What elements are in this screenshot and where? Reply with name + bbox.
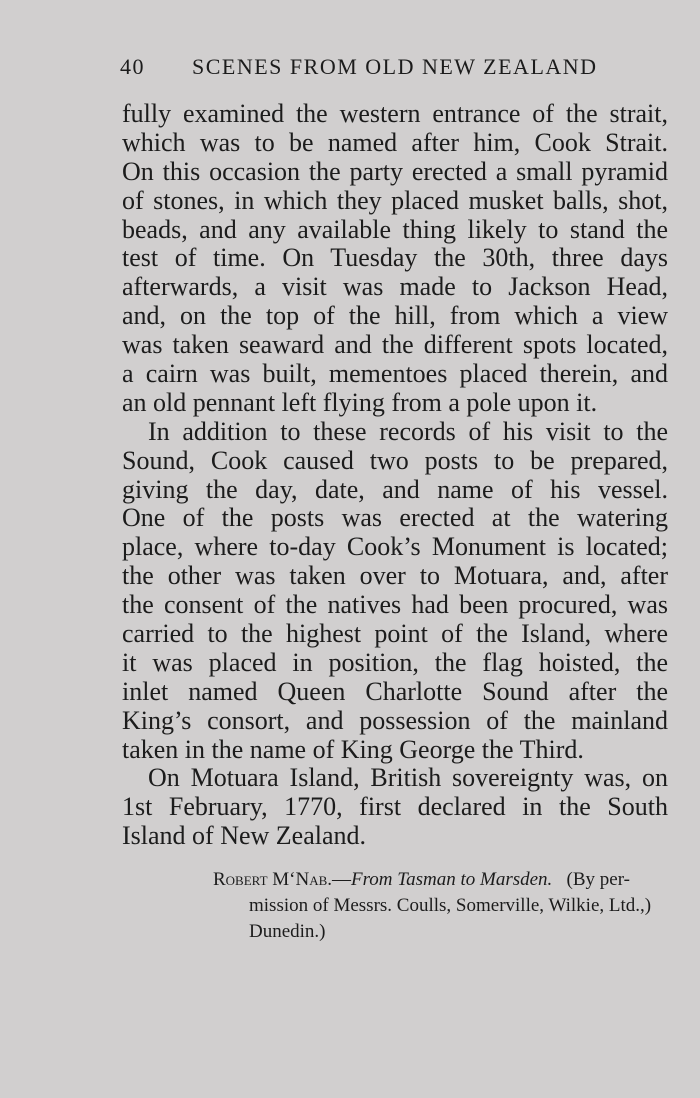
source-citation: [213, 867, 653, 945]
paragraph-first-line: On Motuara Island, British sovereignty was, on: [148, 763, 668, 793]
text-line: inlet named Queen Charlotte Sound after the: [122, 676, 668, 706]
citation-work-title: From Tasman to Marsden.: [351, 869, 553, 890]
body-text: [122, 100, 668, 851]
text-line: which was to be named after him, Cook Strait.: [122, 127, 668, 157]
text-line: carried to the highest point of the Island, where: [122, 619, 668, 649]
text-line: beads, and any available thing likely to stand the: [122, 214, 668, 244]
text-line: was taken seaward and the different spots located,: [122, 330, 668, 360]
text-line: an old pennant left flying from a pole upon it.: [122, 387, 598, 417]
text-line: Island of New Zealand.: [122, 821, 367, 851]
citation-note: (By per-: [566, 869, 631, 890]
citation-author: Robert M‘Nab.: [213, 869, 333, 890]
text-line: fully examined the western entrance of the strait,: [122, 99, 668, 128]
page-number: 40: [120, 54, 145, 79]
text-line: 1st February, 1770, first declared in the South: [122, 792, 668, 822]
text-line: the other was taken over to Motuara, and, after: [122, 561, 668, 591]
citation-note-line: Dunedin.): [249, 921, 326, 942]
text-line: King’s consort, and possession of the mainland: [122, 705, 668, 735]
text-line: afterwards, a visit was made to Jackson Head,: [122, 272, 668, 302]
paragraph-first-line: In addition to these records of his visit to the: [148, 416, 668, 446]
text-line: it was placed in position, the flag hoisted, the: [122, 647, 668, 677]
text-line: of stones, in which they placed musket balls, shot,: [122, 185, 668, 215]
text-line: test of time. On Tuesday the 30th, three days: [122, 243, 668, 273]
text-line: One of the posts was erected at the watering: [122, 503, 668, 533]
running-title: SCENES FROM OLD NEW ZEALAND: [192, 54, 598, 79]
text-line: giving the day, date, and name of his vessel.: [122, 474, 668, 504]
citation-line: [213, 867, 653, 893]
text-line: the consent of the natives had been procured, was: [122, 590, 668, 620]
text-line: a cairn was built, mementoes placed therein, and: [122, 359, 668, 389]
text-line: On this occasion the party erected a small pyramid: [122, 156, 668, 186]
text-line: place, where to-day Cook’s Monument is located;: [122, 532, 668, 562]
citation-dash: —: [332, 869, 352, 890]
text-line: and, on the top of the hill, from which a view: [122, 301, 668, 331]
text-line: Sound, Cook caused two posts to be prepared,: [122, 445, 668, 475]
citation-note-line: mission of Messrs. Coulls, Somerville, Wilkie, Ltd.,): [249, 895, 652, 916]
running-head: [120, 54, 600, 84]
text-line: taken in the name of King George the Third.: [122, 734, 584, 764]
